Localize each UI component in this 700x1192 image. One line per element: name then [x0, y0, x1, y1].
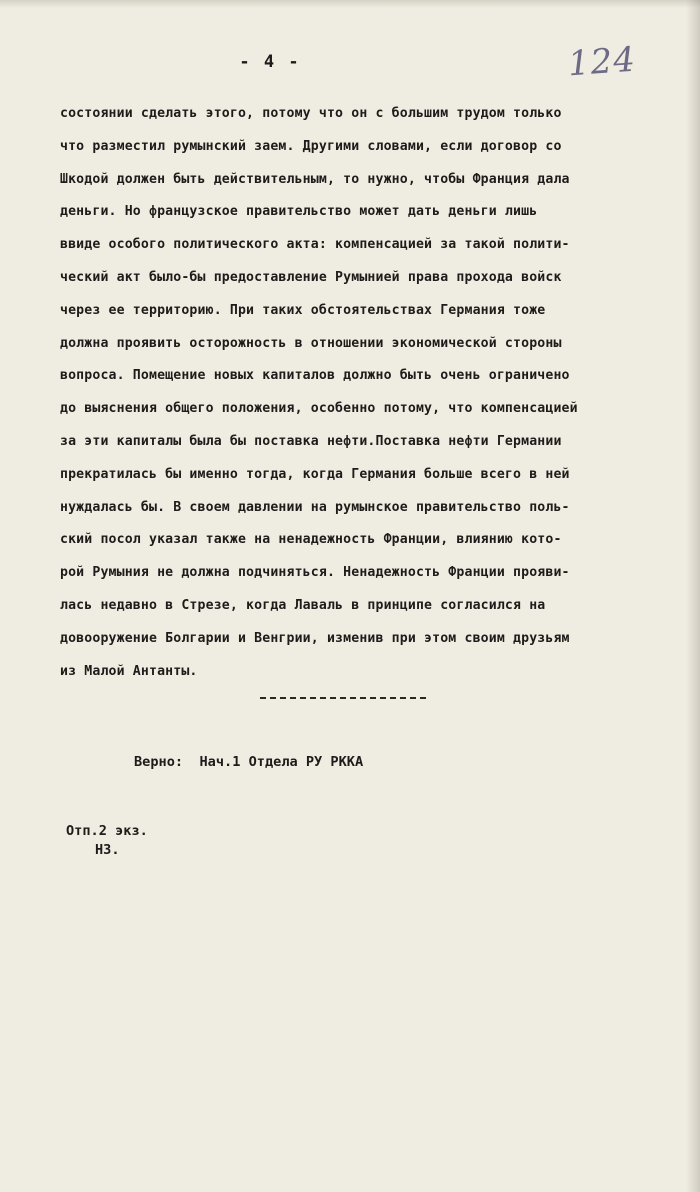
- certification-line: Верно: Нач.1 Отдела РУ РККА: [134, 754, 364, 770]
- handwritten-archive-folio: 124: [566, 39, 638, 85]
- text-line: вопроса. Помещение новых капиталов должно быть очень ограничено: [60, 368, 570, 384]
- typist-initials: НЗ.: [95, 842, 120, 858]
- text-line: состоянии сделать этого, потому что он с большим трудом только: [60, 106, 562, 121]
- text-line: до выяснения общего положения, особенно потому, что компенсацией: [60, 401, 578, 417]
- text-line: прекратилась бы именно тогда, когда Германия больше всего в ней: [60, 466, 570, 482]
- body-text: [60, 98, 690, 688]
- text-line: через ее территорию. При таких обстоятельствах Германия тоже: [60, 302, 546, 318]
- copies-note: Отп.2 экз.: [66, 823, 148, 839]
- text-line: рой Румыния не должна подчиняться. Ненадежность Франции прояви-: [60, 565, 570, 581]
- text-line: лась недавно в Стрезе, когда Лаваль в принципе согласился на: [60, 597, 546, 613]
- text-line: должна проявить осторожность в отношении экономической стороны: [60, 335, 562, 351]
- page-edge-shadow: [0, 0, 700, 8]
- text-line: деньги. Но французское правительство может дать деньги лишь: [60, 204, 538, 220]
- text-line: ческий акт было-бы предоставление Румынией права прохода войск: [60, 269, 562, 285]
- text-line: нуждалась бы. В своем давлении на румынское правительство поль-: [60, 499, 570, 515]
- text-line: что разместил румынский заем. Другими словами, если договор со: [60, 138, 562, 154]
- text-line: ский посол указал также на ненадежность Франции, влиянию кото-: [60, 532, 562, 548]
- text-line: Шкодой должен быть действительным, то нужно, чтобы Франция дала: [60, 171, 570, 187]
- text-line: из Малой Антанты.: [60, 663, 198, 679]
- text-line: довооружение Болгарии и Венгрии, изменив при этом своим друзьям: [60, 630, 570, 646]
- dashed-separator: [260, 697, 426, 699]
- copies-block: [66, 822, 148, 860]
- text-line: ввиде особого политического акта: компенсацией за такой полити-: [60, 237, 570, 253]
- page-number: - 4 -: [239, 52, 301, 72]
- text-line: за эти капиталы была бы поставка нефти.Поставка нефти Германии: [60, 433, 562, 449]
